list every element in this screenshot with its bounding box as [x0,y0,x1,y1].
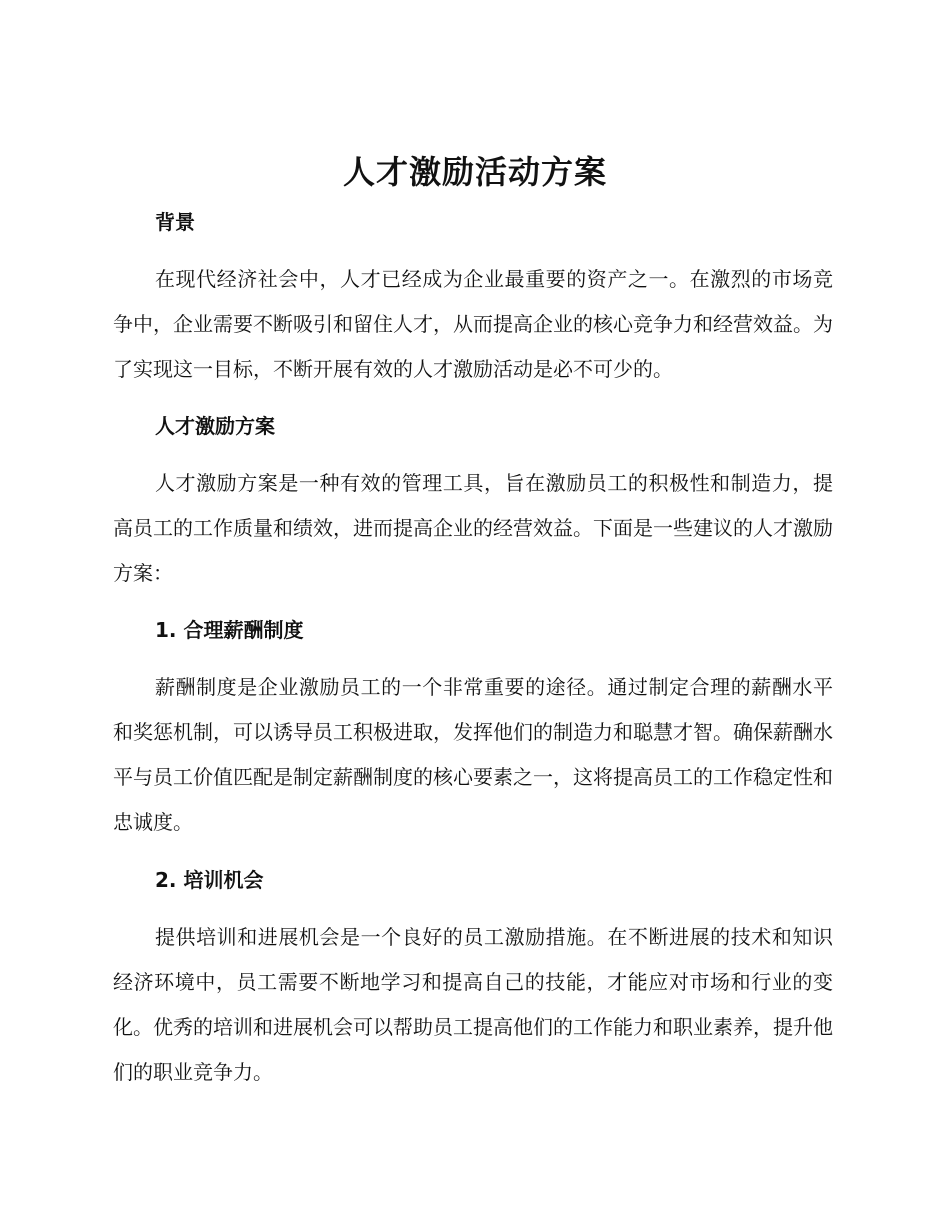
section-heading-background: 背景 [155,210,195,234]
section-paragraph-salary-system: 薪酬制度是企业激励员工的一个非常重要的途径。通过制定合理的薪酬水平和奖惩机制，可以诱导员工积极进取，发挥他们的制造力和聪慧才智。确保薪酬水平与员工价值匹配是制定薪酬制度的核心要素之一，这将提高员工的工作稳定性和忠诚度。 [113,675,833,834]
section-heading-incentive-plan: 人才激励方案 [155,414,275,438]
section-heading-salary-system: 1. 合理薪酬制度 [155,618,304,642]
section-paragraph-background: 在现代经济社会中，人才已经成为企业最重要的资产之一。在激烈的市场竞争中，企业需要不断吸引和留住人才，从而提高企业的核心竞争力和经营效益。为了实现这一目标，不断开展有效的人才激励活动是必不可少的。 [113,267,833,381]
section-heading-training: 2. 培训机会 [155,868,264,892]
document-title: 人才激励活动方案 [342,153,607,191]
section-paragraph-incentive-plan: 人才激励方案是一种有效的管理工具，旨在激励员工的积极性和制造力，提高员工的工作质量和绩效，进而提高企业的经营效益。下面是一些建议的人才激励方案： [113,471,833,585]
section-paragraph-training: 提供培训和进展机会是一个良好的员工激励措施。在不断进展的技术和知识经济环境中，员工需要不断地学习和提高自己的技能，才能应对市场和行业的变化。优秀的培训和进展机会可以帮助员工提高他们的工作能力和职业素养，提升他们的职业竞争力。 [113,925,833,1084]
